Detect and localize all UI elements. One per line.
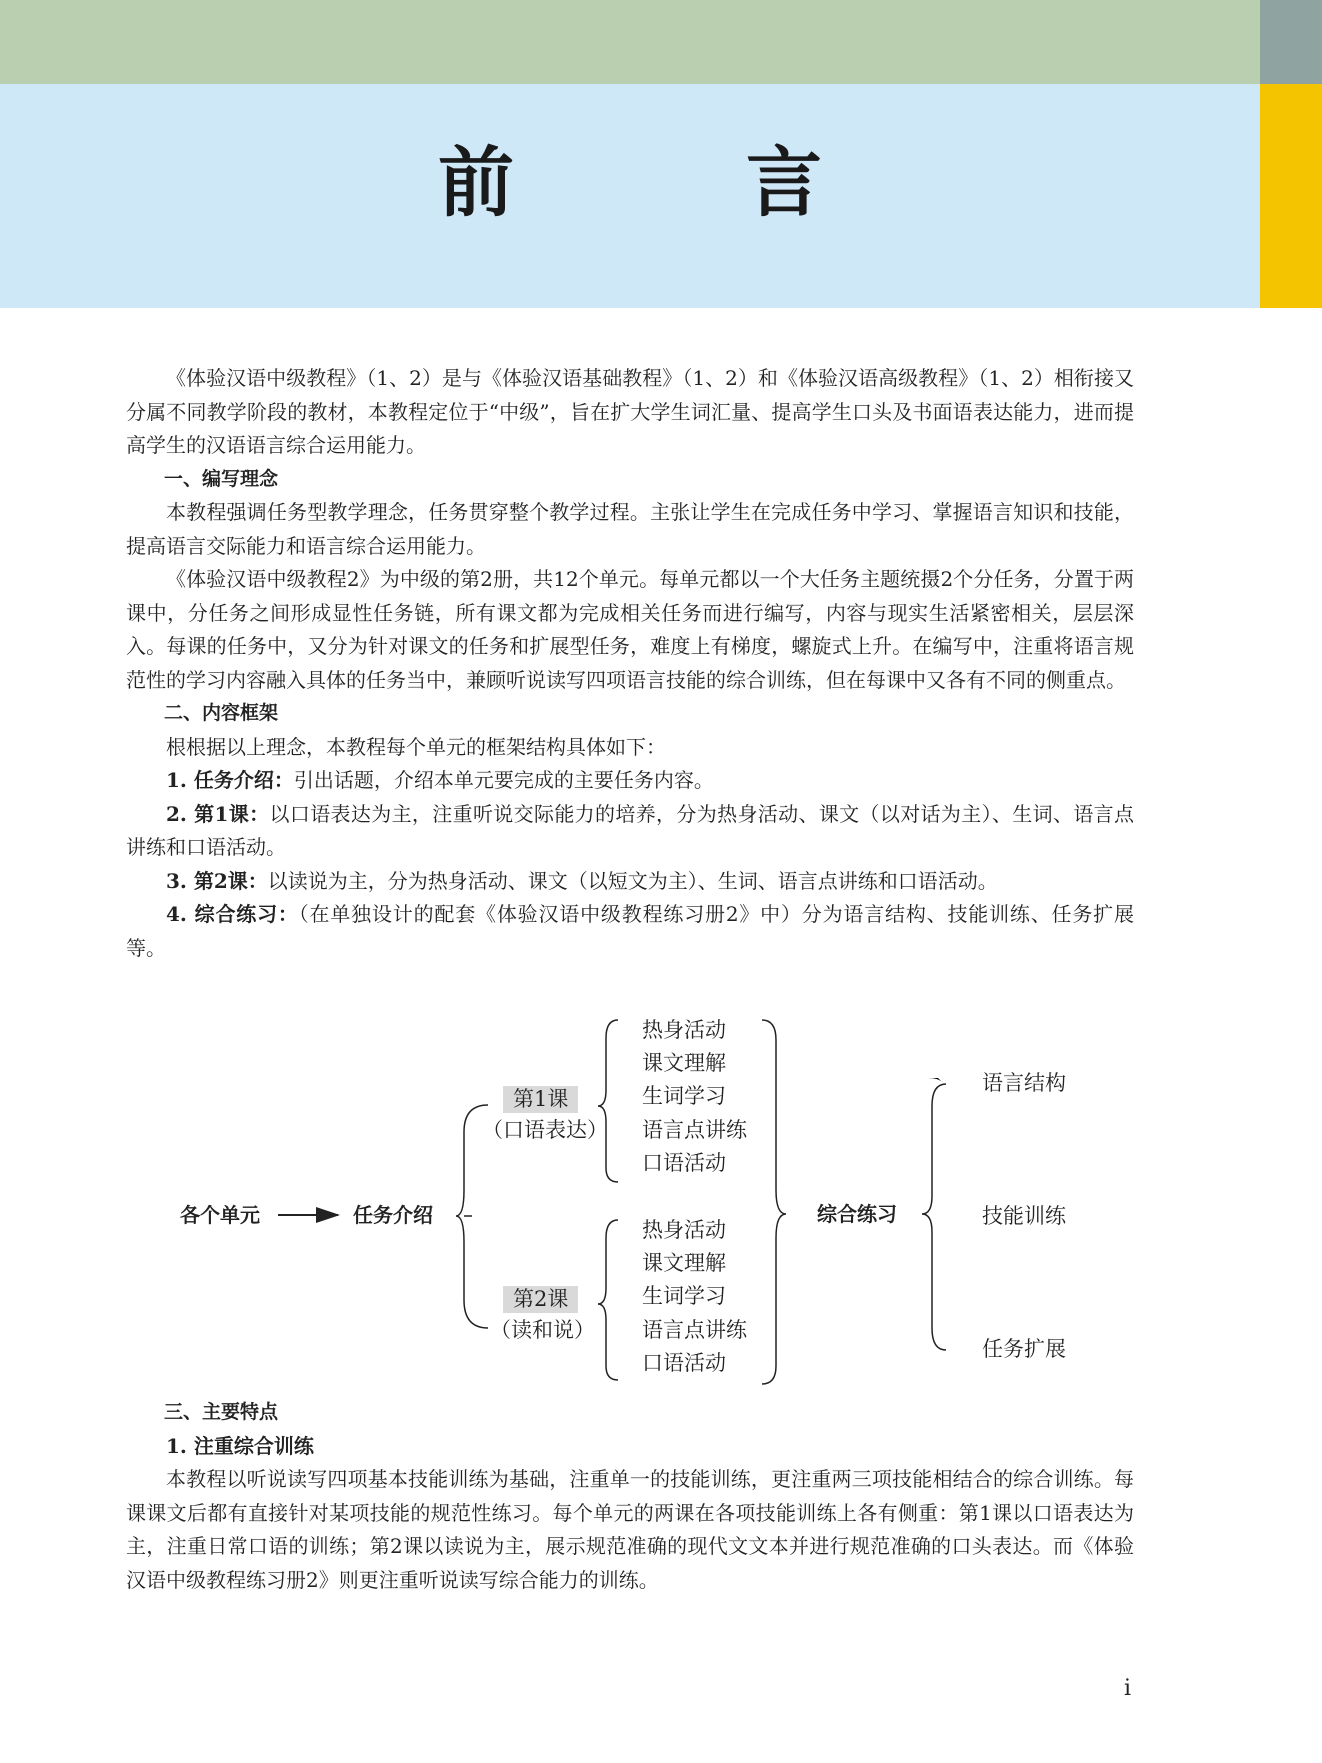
activity-item: 热身活动 — [642, 1018, 726, 1042]
lesson2-title: 第2课 — [503, 1286, 578, 1313]
section3-subheading: 1. 注重综合训练 — [166, 1433, 314, 1458]
body-text — [126, 362, 1134, 965]
brace-activities-1 — [598, 1020, 618, 1182]
framework-item: 4. 综合练习：（在单独设计的配套《体验汉语中级教程练习册2》中）分为语言结构、技能训练、任务扩展等。 — [126, 902, 1134, 960]
diagram-unit: 各个单元 — [180, 1203, 260, 1227]
section2-lead: 根根据以上理念，本教程每个单元的框架结构具体如下： — [166, 734, 666, 759]
practice-item: 语言结构 — [982, 1071, 1066, 1095]
activity-item: 口语活动 — [642, 1351, 726, 1375]
section1-paragraph-1: 本教程强调任务型教学理念，任务贯穿整个教学过程。主张让学生在完成任务中学习、掌握语言知识和技能，提高语言交际能力和语言综合运用能力。 — [126, 500, 1134, 558]
title-band-accent — [1260, 84, 1322, 308]
lesson1-subtitle: （口语表达） — [482, 1118, 608, 1142]
brace-practice — [922, 1084, 946, 1350]
section-heading-1: 一、编写理念 — [164, 467, 279, 490]
diagram-task-intro: 任务介绍 — [353, 1203, 433, 1227]
framework-item: 2. 第1课：以口语表达为主，注重听说交际能力的培养，分为热身活动、课文（以对话为主）、生词、语言点讲练和口语活动。 — [126, 801, 1135, 859]
activity-item: 语言点讲练 — [642, 1318, 747, 1342]
activity-item: 生词学习 — [642, 1084, 726, 1108]
intro-paragraph: 《体验汉语中级教程》（1、2）是与《体验汉语基础教程》（1、2）和《体验汉语高级教程》（1、2）相衔接又分属不同教学阶段的教材，本教程定位于“中级”，旨在扩大学生词汇量、提高学生口头及书面语表达能力，进而提高学生的汉语语言综合运用能力。 — [126, 366, 1134, 457]
activity-item: 生词学习 — [642, 1284, 726, 1308]
section1-paragraph-2: 《体验汉语中级教程2》为中级的第2册，共12个单元。每单元都以一个大任务主题统摄2个分任务，分置于两课中，分任务之间形成显性任务链，所有课文都为完成相关任务而进行编写，内容与现实生活紧密相关，层层深入。每课的任务中，又分为针对课文的任务和扩展型任务，难度上有梯度，螺旋式上升。在编写中，注重将语言规范性的学习内容融入具体的任务当中，兼顾听说读写四项语言技能的综合训练，但在每课中又各有不同的侧重点。 — [126, 567, 1134, 692]
section-heading-2: 二、内容框架 — [164, 702, 279, 724]
activity-item: 课文理解 — [642, 1251, 726, 1275]
header-band-gray — [1260, 0, 1322, 84]
activity-item: 课文理解 — [642, 1051, 726, 1075]
page-number: i — [1124, 1676, 1132, 1701]
framework-item: 3. 第2课：以读说为主，分为热身活动、课文（以短文为主）、生词、语言点讲练和口语活动。 — [166, 868, 998, 893]
lesson2-subtitle: （读和说） — [490, 1318, 595, 1342]
activity-item: 口语活动 — [642, 1151, 726, 1175]
brace-activities-2 — [598, 1220, 618, 1380]
page-title: 前 言 — [438, 138, 900, 227]
header-band-green — [0, 0, 1260, 84]
practice-item: 技能训练 — [982, 1204, 1066, 1228]
activity-item: 热身活动 — [642, 1218, 726, 1242]
diagram-practice: 综合练习 — [817, 1202, 897, 1226]
body-text-2 — [126, 1396, 1134, 1597]
framework-diagram — [120, 1010, 1220, 1400]
section3-paragraph-1: 本教程以听说读写四项基本技能训练为基础，注重单一的技能训练，更注重两三项技能相结合的综合训练。每课课文后都有直接针对某项技能的规范性练习。每个单元的两课在各项技能训练上各有侧重：第1课以口语表达为主，注重日常口语的训练；第2课以读说为主，展示规范准确的现代文文本并进行规范准确的口头表达。而《体验汉语中级教程练习册2》则更注重听说读写综合能力的训练。 — [126, 1467, 1134, 1592]
framework-item: 1. 任务介绍：引出话题，介绍本单元要完成的主要任务内容。 — [166, 768, 714, 792]
activity-item: 语言点讲练 — [642, 1118, 747, 1142]
section-heading-3: 三、主要特点 — [164, 1401, 279, 1423]
lesson1-title: 第1课 — [503, 1086, 578, 1113]
practice-item: 任务扩展 — [982, 1337, 1066, 1361]
brace-closing — [762, 1020, 786, 1384]
